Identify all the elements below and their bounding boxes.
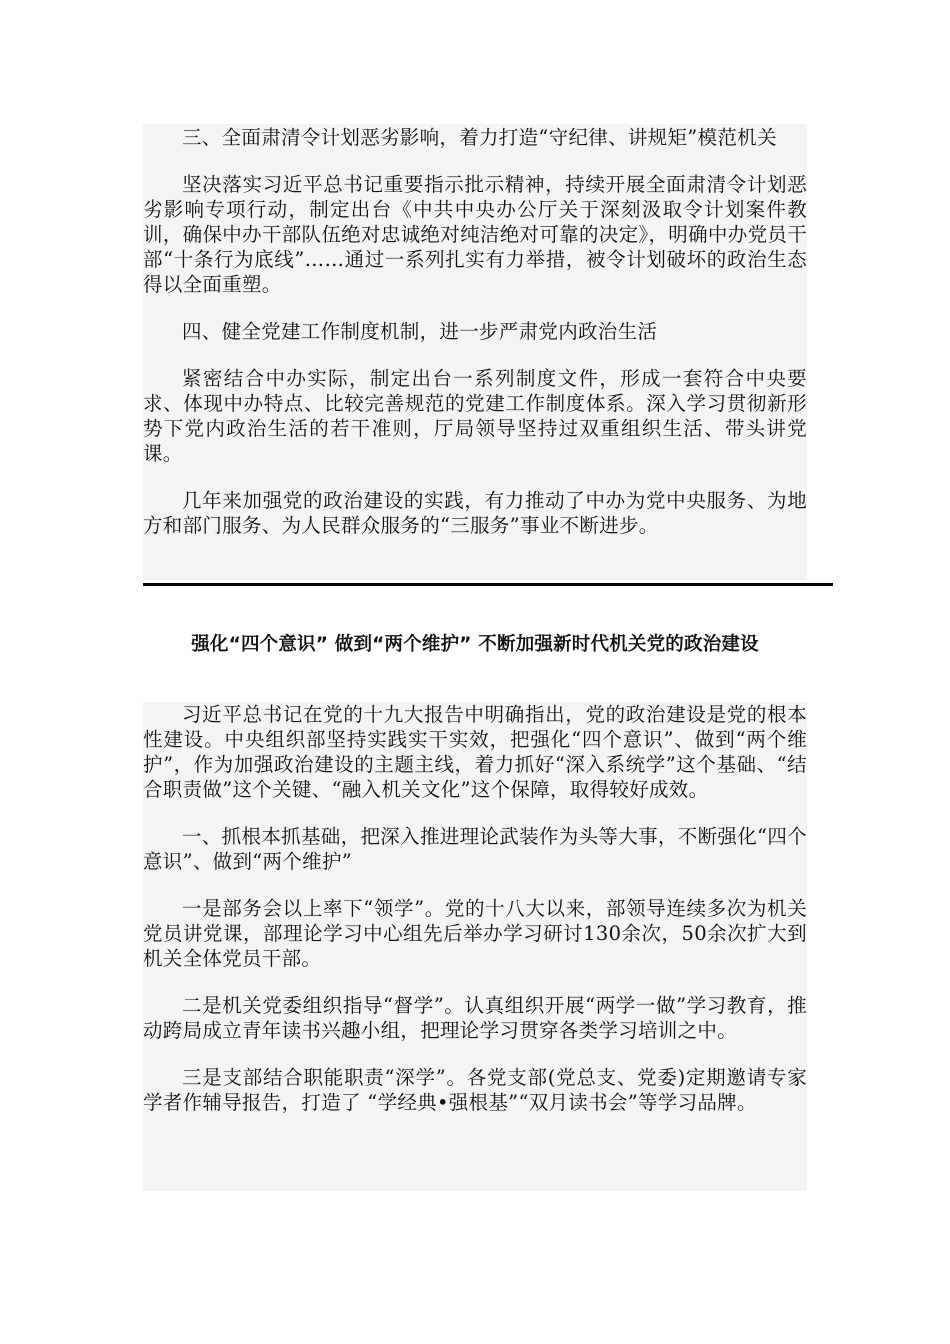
article-title: 强化“四个意识” 做到“两个维护” 不断加强新时代机关党的政治建设 [191,634,759,655]
article-two-intro: 习近平总书记在党的十九大报告中明确指出，党的政治建设是党的根本性建设。中央组织部坚持实践实干实效，把强化“四个意识”、做到“两个维护”，作为加强政治建设的主题主线，着力抓好“深入系统学”这个基础、“结合职责做”这个关键、“融入机关文化”这个保障，取得较好成效。 [143,703,807,801]
section-one-text-block [143,124,807,580]
section-divider [143,583,833,586]
section-one-heading-three: 三、全面肃清令计划恶劣影响，着力打造“守纪律、讲规矩”模范机关 [182,126,777,149]
section-one-paragraph: 紧密结合中办实际，制定出台一系列制度文件，形成一套符合中央要求、体现中办特点、比较完善规范的党建工作制度体系。深入学习贯彻新形势下党内政治生活的若干准则，厅局领导坚持过双重组织生活、带头讲党课。 [143,367,807,465]
section-one-paragraph: 坚决落实习近平总书记重要指示批示精神，持续开展全面肃清令计划恶劣影响专项行动，制定出台《中共中央办公厅关于深刻汲取令计划案件教训，确保中办干部队伍绝对忠诚绝对纯洁绝对可靠的决定》，明确中办党员干部“十条行为底线”……通过一系列扎实有力举措，被令计划破坏的政治生态得以全面重塑。 [143,173,807,296]
article-two-paragraph: 一是部务会以上率下“领学”。党的十八大以来，部领导连续多次为机关党员讲党课，部理论学习中心组先后举办学习研讨130余次，50余次扩大到机关全体党员干部。 [143,897,807,970]
article-two-text-block [143,702,807,1191]
section-one-conclusion: 几年来加强党的政治建设的实践，有力推动了中办为党中央服务、为地方和部门服务、为人民群众服务的“三服务”事业不断进步。 [143,489,807,537]
article-two-paragraph: 二是机关党委组织指导“督学”。认真组织开展“两学一做”学习教育，推动跨局成立青年读书兴趣小组，把理论学习贯穿各类学习培训之中。 [143,994,807,1042]
article-two-heading-one: 一、抓根本抓基础，把深入推进理论武装作为头等大事，不断强化“四个意识”、做到“两个维护” [143,825,807,873]
section-one-heading-four: 四、健全党建工作制度机制，进一步严肃党内政治生活 [182,320,658,343]
article-two-paragraph: 三是支部结合职能职责“深学”。各党支部(党总支、党委)定期邀请专家学者作辅导报告，打造了 “学经典•强根基”“双月读书会”等学习品牌。 [143,1066,807,1114]
